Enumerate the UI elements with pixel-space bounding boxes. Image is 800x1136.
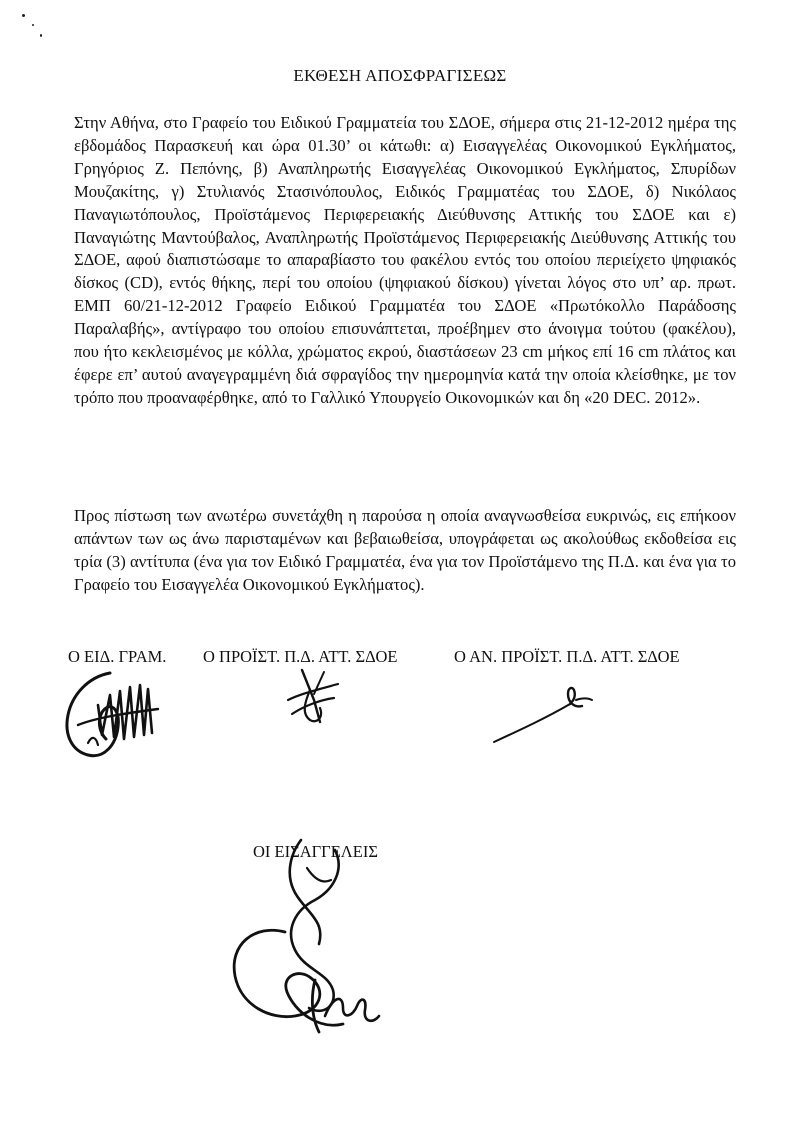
signature-director-icon [280,660,350,730]
document-title: ΕΚΘΕΣΗ ΑΠΟΣΦΡΑΓΙΣΕΩΣ [293,66,507,85]
body-paragraph-1: Στην Αθήνα, στο Γραφείο του Ειδικού Γραμματεία του ΣΔΟΕ, σήμερα στις 21-12-2012 ημέρα της εβδομάδος Παρασκευή και ώρα 01.30’ οι κάτωθι: α) Εισαγγελέας Οικονομικού Εγκλήματος, Γρηγόριος Ζ. Πεπόνης, β) Αναπληρωτής Εισαγγελέας Οικονομικού Εγκλήματος, Σπυρίδων Μουζακίτης, γ) Στυλιανός Στασινόπουλος, Ειδικός Γραμματέας του ΣΔΟΕ, δ) Νικόλαος Παναγιωτόπουλος, Προϊστάμενος Περιφερειακής Διεύθυνσης Αττικής του ΣΔΟΕ και ε) Παναγιώτης Μαντούβαλος, Αναπληρωτής Προϊστάμενος Περιφερειακής Διεύθυνσης Αττικής του ΣΔΟΕ, αφού διαπιστώσαμε το απαραβίαστο του φακέλου εντός του οποίου περιείχετο ψηφιακός δίσκος (CD), εντός θήκης, περί του οποίου (ψηφιακού δίσκου) γίνεται λόγος στο υπ’ αρ. πρωτ. ΕΜΠ 60/21-12-2012 Γραφείο Ειδικού Γραμματέα του ΣΔΟΕ «Πρωτόκολλο Παράδοσης Παραλαβής», αντίγραφο του οποίου επισυνάπτεται, προέβημεν στο άνοιγμα τούτου (φακέλου), που ήτο κεκλεισμένος με κόλλα, χρώματος εκρού, διαστάσεων 23 cm μήκος επί 16 cm πλάτος και έφερε επ’ αυτού αναγεγραμμένη διά σφραγίδος την ημερομηνία κατά την οποία κλείσθηκε, με τον τρόπο που προαναφέρθηκε, από το Γαλλικό Υπουργείο Οικονομικών και δη «20 DEC. 2012». [74,113,736,407]
signature-special-secretary-icon [58,665,178,765]
signatory-prosecutors: ΟΙ ΕΙΣΑΓΓΕΛΕΙΣ [253,842,378,861]
signatory-director: Ο ΠΡΟΪΣΤ. Π.Δ. ΑΤΤ. ΣΔΟΕ [203,647,398,666]
signatory-deputy-director: Ο ΑΝ. ΠΡΟΪΣΤ. Π.Δ. ΑΤΤ. ΣΔΟΕ [454,647,680,666]
signatory-special-secretary: Ο ΕΙΔ. ΓΡΑΜ. [68,647,167,666]
scan-speck [32,24,34,26]
scan-speck [40,34,42,37]
scan-speck [22,14,25,17]
body-paragraph-2: Προς πίστωση των ανωτέρω συνετάχθη η παρούσα η οποία αναγνωσθείσα ευκρινώς, εις επήκοον απάντων των ως άνω παρισταμένων και βεβαιωθείσα, υπογράφεται ως ακολούθως εκδοθείσα εις τρία (3) αντίτυπα (ένα για τον Ειδικό Γραμματέα, ένα για τον Προϊστάμενο της Π.Δ. και ένα για το Γραφείο του Εισαγγελέα Οικονομικού Εγκλήματος). [74,506,736,594]
signature-prosecutors-icon [215,820,395,1050]
signature-deputy-director-icon [490,680,600,750]
